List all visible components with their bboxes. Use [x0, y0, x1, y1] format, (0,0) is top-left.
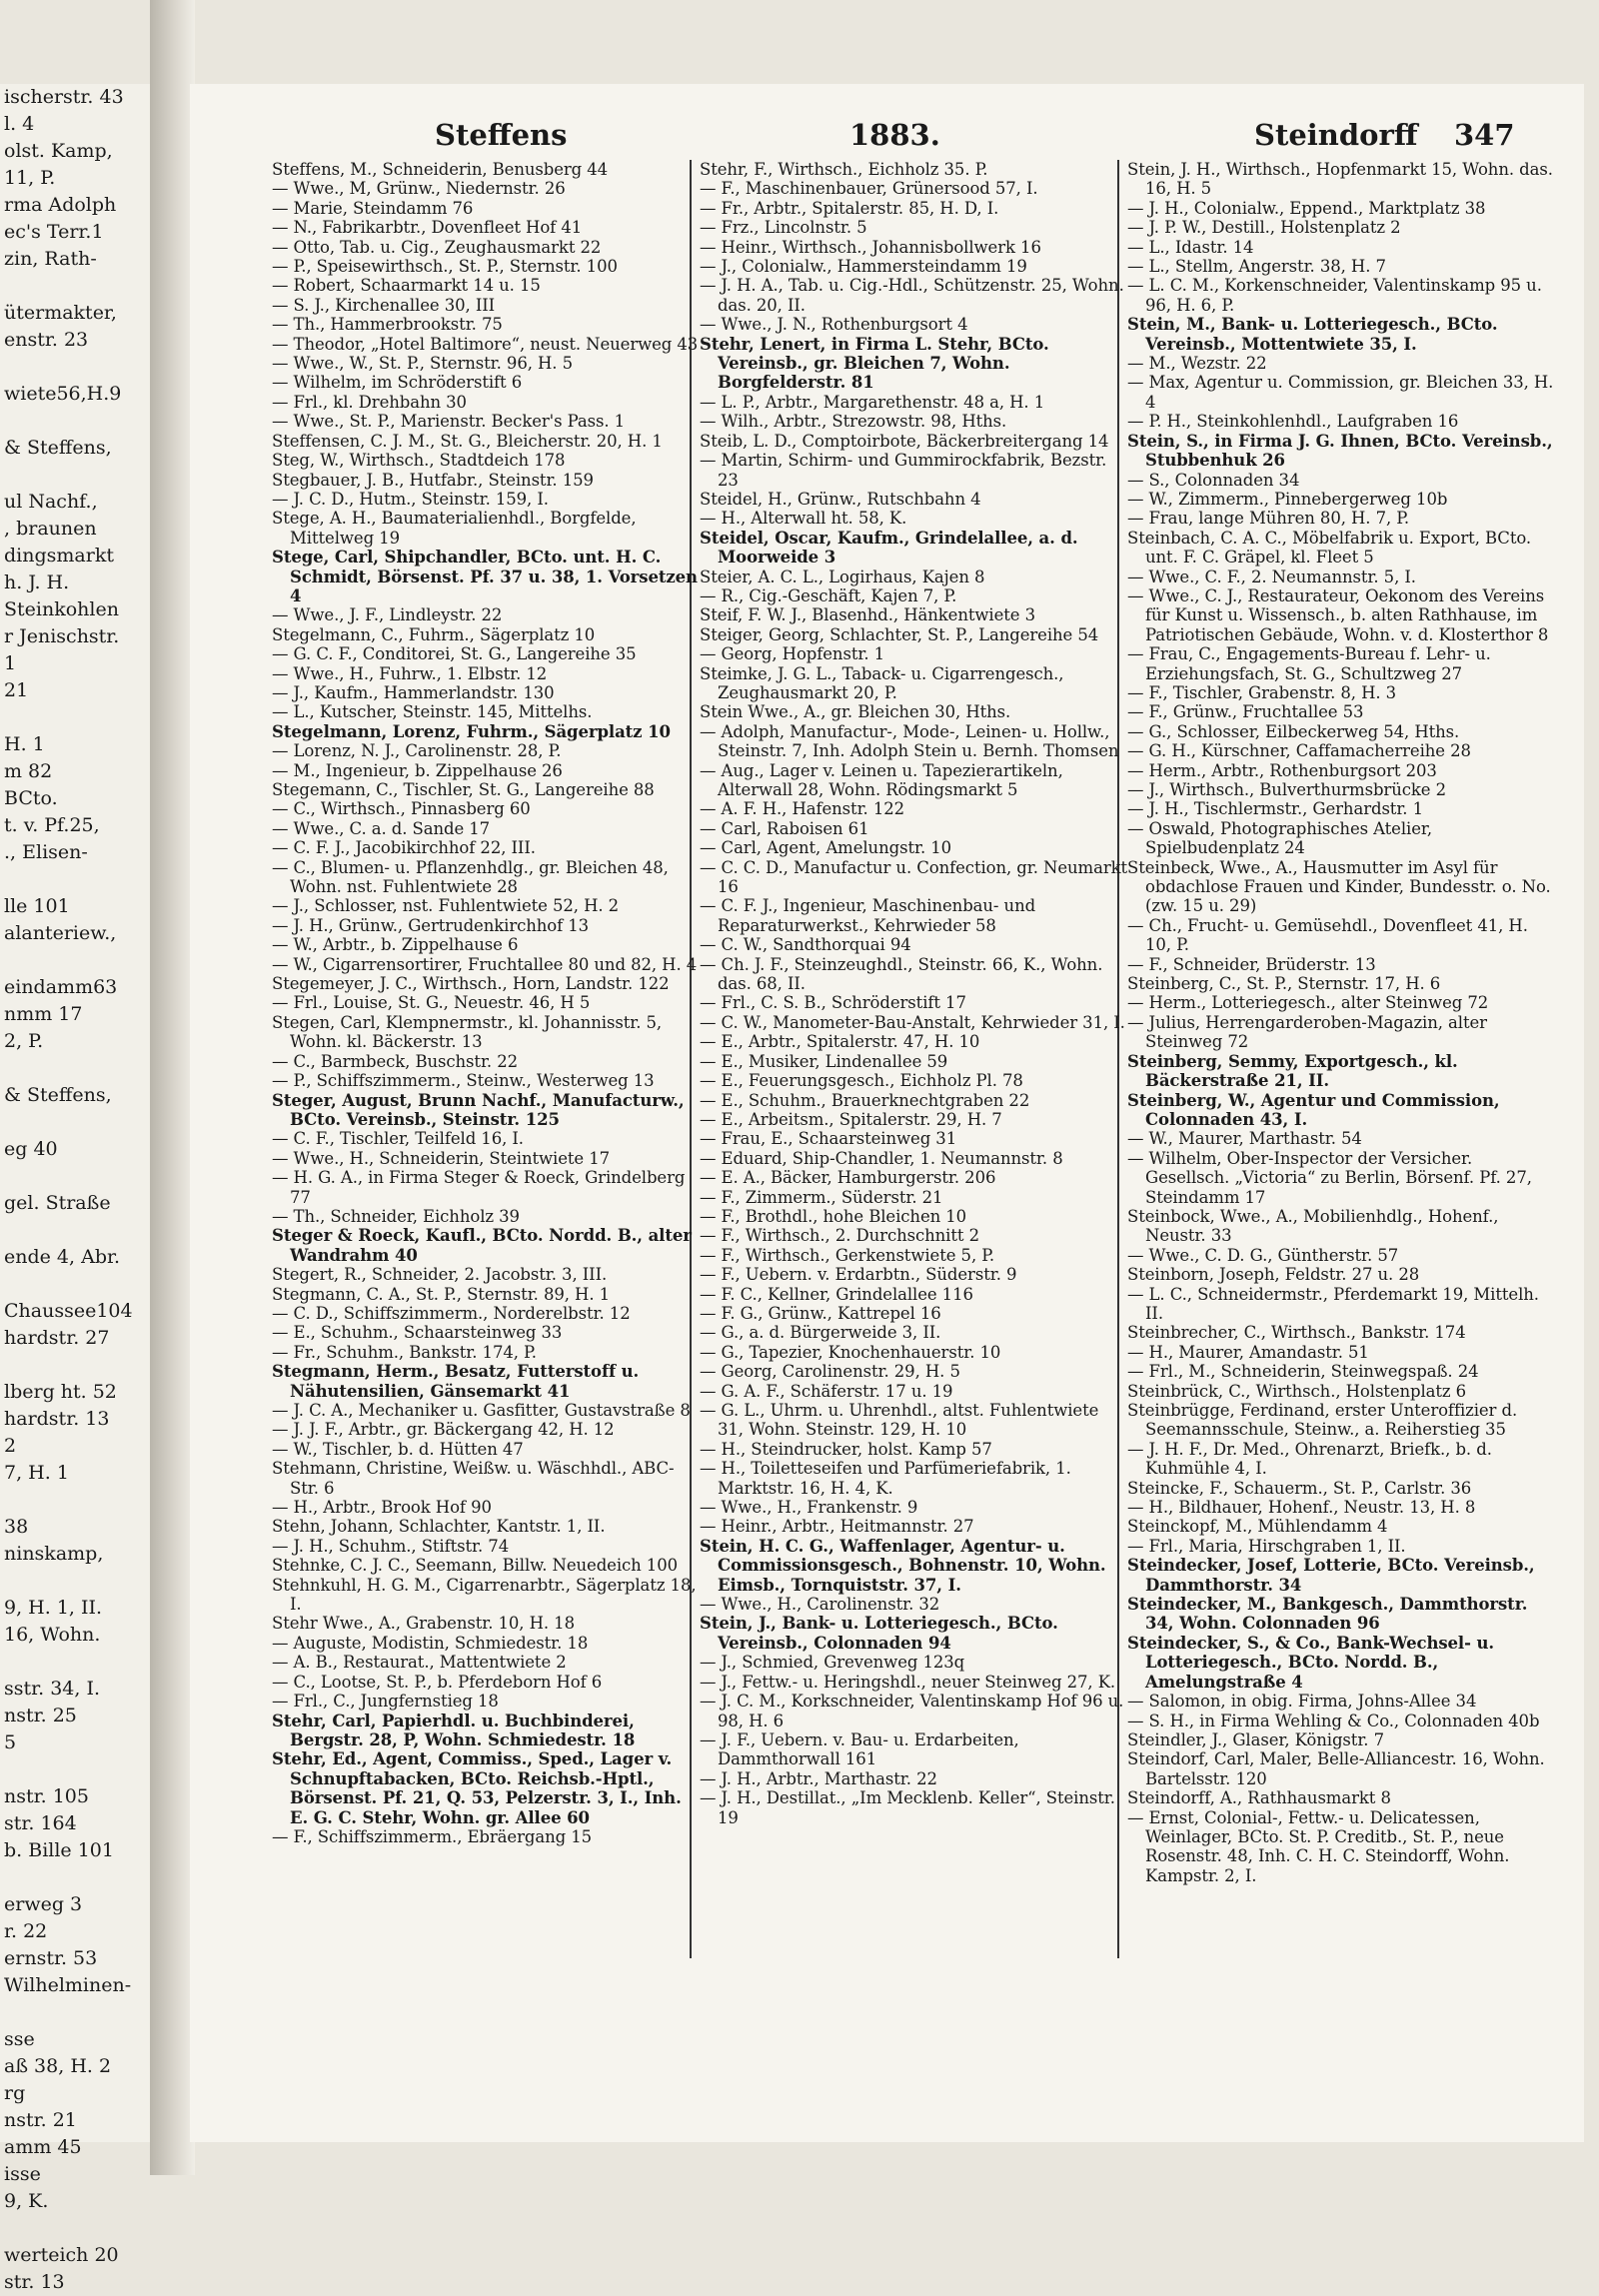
cut-off-line [0, 947, 150, 974]
directory-entry: Steger & Roeck, Kaufl., BCto. Nordd. B., alter Wandrahm 40 [272, 1226, 692, 1265]
directory-entry: — Frau, E., Schaarsteinweg 31 [700, 1129, 957, 1149]
directory-entry: Steffensen, C. J. M., St. G., Bleicherstr. 20, H. 1 [272, 431, 663, 451]
cut-off-line [0, 408, 150, 435]
directory-entry: — J., Wirthsch., Bulverthurmsbrücke 2 [1127, 780, 1446, 799]
directory-entry: — C., Barmbeck, Buschstr. 22 [272, 1051, 519, 1071]
directory-entry: — Wwe., C. D. G., Güntherstr. 57 [1127, 1245, 1399, 1265]
directory-entry: — H., Toiletteseifen und Parfümeriefabrik, 1. Marktstr. 16, H. 4, K. [700, 1459, 1071, 1498]
column-1 [272, 160, 702, 1958]
directory-entry: Stein, M., Bank- u. Lotteriegesch., BCto. Vereinsb., Mottentwiete 35, I. [1127, 315, 1498, 354]
directory-entry: — Wwe., H., Fuhrw., 1. Elbstr. 12 [272, 663, 548, 683]
directory-entry: — F., Maschinenbauer, Grünersood 57, I. [700, 179, 1038, 199]
directory-entry: — Fr., Arbtr., Spitalerstr. 85, H. D, I. [700, 198, 999, 218]
directory-entry: Stegemeyer, J. C., Wirthsch., Horn, Landstr. 122 [272, 974, 670, 994]
cut-off-line: eg 40 [4, 1138, 58, 1160]
directory-entry: — F., Schiffszimmerm., Ebräergang 15 [272, 1826, 592, 1846]
directory-entry: — Ch., Frucht- u. Gemüsehdl., Dovenfleet 41, H. 10, P. [1127, 915, 1528, 955]
directory-entry: — Herm., Lotteriegesch., alter Steinweg 72 [1127, 993, 1489, 1013]
directory-entry: Stein, H. C. G., Waffenlager, Agentur- u. Commissionsgesch., Bohnenstr. 10, Wohn. Eimsb., Tornquiststr. 37, I. [700, 1536, 1106, 1595]
cut-off-line: nstr. 105 [4, 1785, 89, 1807]
cut-off-line: 2 [4, 1435, 17, 1457]
directory-entry: — H., Arbtr., Brook Hof 90 [272, 1498, 492, 1518]
cut-off-line: str. 164 [4, 1812, 77, 1834]
cut-off-line: 2, P. [4, 1030, 44, 1052]
cut-off-line: ., Elisen- [4, 841, 88, 863]
cut-off-line: ec's Terr.1 [4, 221, 104, 243]
directory-entry: — Marie, Steindamm 76 [272, 198, 474, 218]
directory-entry: — C. W., Manometer-Bau-Anstalt, Kehrwieder 31, I. [700, 1012, 1125, 1032]
directory-entry: — Adolph, Manufactur-, Mode-, Leinen- u. Hollw., Steinstr. 7, Inh. Adolph Stein u. Bernh. Thomsen [700, 721, 1119, 761]
directory-entry: — F. G., Grünw., Kattrepel 16 [700, 1303, 941, 1323]
cut-off-line: str. 13 [4, 2271, 65, 2293]
directory-entry: — Frl., Louise, St. G., Neuestr. 46, H 5 [272, 993, 591, 1013]
cut-off-line: 11, P. [4, 167, 56, 189]
directory-entry: Stegbauer, J. B., Hutfabr., Steinstr. 159 [272, 470, 594, 490]
directory-entry: Steinbeck, Wwe., A., Hausmutter im Asyl für obdachlose Frauen und Kinder, Bundesstr. o. No. (zw. 15 u. 29) [1127, 857, 1551, 916]
cut-off-line: 21 [4, 679, 29, 701]
directory-entry: — C. F., Tischler, Teilfeld 16, I. [272, 1129, 524, 1149]
cut-off-line: hardstr. 13 [4, 1408, 110, 1430]
directory-entry: Steiger, Georg, Schlachter, St. P., Langereihe 54 [700, 624, 1099, 644]
directory-entry: Stegen, Carl, Klempnermstr., kl. Johannisstr. 5, Wohn. kl. Bäckerstr. 13 [272, 1012, 663, 1052]
directory-entry: — J. H. A., Tab. u. Cig.-Hdl., Schützenstr. 25, Wohn. das. 20, II. [700, 276, 1124, 315]
directory-entry: — A. B., Restaurat., Mattentwiete 2 [272, 1653, 567, 1673]
cut-off-line: ütermakter, [4, 302, 117, 324]
directory-entry: Steinberg, Semmy, Exportgesch., kl. Bäckerstraße 21, II. [1127, 1051, 1458, 1091]
cut-off-line: dingsmarkt [4, 545, 114, 567]
directory-entry: — M., Ingenieur, b. Zippelhause 26 [272, 760, 563, 780]
directory-entry: Steinberg, W., Agentur und Commission, Colonnaden 43, I. [1127, 1090, 1500, 1129]
cut-off-line: & Steffens, [4, 1084, 112, 1106]
directory-entry: — Julius, Herrengarderoben-Magazin, alter Steinweg 72 [1127, 1012, 1487, 1052]
directory-entry: Stehr Wwe., A., Grabenstr. 10, H. 18 [272, 1614, 575, 1634]
directory-entry: — Wwe., C. J., Restaurateur, Oekonom des Vereins für Kunst u. Wissensch., b. alten Rathhause, im Patriotischen Gebäude, Wohn. v. d. Klosterthor 8 [1127, 585, 1549, 644]
page-header [190, 118, 1584, 158]
cut-off-line: sse [4, 2028, 35, 2050]
directory-entry: — Herm., Arbtr., Rothenburgsort 203 [1127, 760, 1437, 780]
directory-entry: Stegelmann, C., Fuhrm., Sägerplatz 10 [272, 624, 596, 644]
cut-off-line [0, 2215, 150, 2242]
directory-entry: — N., Fabrikarbtr., Dovenfleet Hof 41 [272, 218, 583, 238]
directory-entry: — F. C., Kellner, Grindelallee 116 [700, 1284, 973, 1304]
cut-off-line: nstr. 21 [4, 2109, 77, 2131]
directory-entry: Steimke, J. G. L., Taback- u. Cigarrengesch., Zeughausmarkt 20, P. [700, 663, 1064, 702]
directory-entry: — J., Schmied, Grevenweg 123q [700, 1653, 965, 1673]
directory-entry: — W., Cigarrensortirer, Fruchtallee 80 und 82, H. 4 [272, 954, 698, 974]
page-number: 347 [1454, 118, 1515, 152]
cut-off-line: ul Nachf., [4, 491, 98, 513]
directory-entry: — Frl., C., Jungfernstieg 18 [272, 1692, 499, 1712]
directory-entry: — W., Zimmerm., Pinnebergerweg 10b [1127, 489, 1448, 509]
column-2 [700, 160, 1129, 1958]
directory-entry: — F., Wirthsch., 2. Durchschnitt 2 [700, 1226, 979, 1246]
directory-entry: — Ch. J. F., Steinzeughdl., Steinstr. 66, K., Wohn. das. 68, II. [700, 954, 1103, 994]
directory-entry: — Wwe., W., St. P., Sternstr. 96, H. 5 [272, 354, 573, 374]
column-3 [1127, 160, 1557, 1958]
cut-off-line: sstr. 34, I. [4, 1678, 101, 1700]
cut-off-line: H. 1 [4, 733, 45, 755]
cut-off-line: 9, H. 1, II. [4, 1597, 103, 1619]
directory-entry: — Oswald, Photographisches Atelier, Spielbudenplatz 24 [1127, 818, 1432, 858]
directory-entry: — H. G. A., in Firma Steger & Roeck, Grindelberg 77 [272, 1168, 686, 1207]
directory-entry: Steindecker, M., Bankgesch., Dammthorstr. 34, Wohn. Colonnaden 96 [1127, 1595, 1528, 1634]
previous-page-edge [0, 84, 150, 2293]
cut-off-line: r Jenischstr. [4, 625, 120, 647]
cut-off-line: b. Bille 101 [4, 1839, 114, 1861]
directory-entry: Stein, J. H., Wirthsch., Hopfenmarkt 15, Wohn. das. 16, H. 5 [1127, 160, 1553, 199]
header-last-entry: Steindorff [1254, 118, 1418, 152]
directory-entry: — C., Blumen- u. Pflanzenhdlg., gr. Bleichen 48, Wohn. nst. Fuhlentwiete 28 [272, 857, 669, 897]
directory-entry: — F., Zimmerm., Süderstr. 21 [700, 1187, 943, 1207]
directory-entry: — Frl., Maria, Hirschgraben 1, II. [1127, 1536, 1406, 1556]
directory-entry: — L. C., Schneidermstr., Pferdemarkt 19, Mittelh. II. [1127, 1284, 1539, 1323]
directory-entry: — Frau, lange Mühren 80, H. 7, P. [1127, 509, 1410, 529]
directory-entry: — E., Schuhm., Schaarsteinweg 33 [272, 1323, 563, 1343]
cut-off-line: aß 38, H. 2 [4, 2055, 112, 2077]
directory-entry: Stein Wwe., A., gr. Bleichen 30, Hths. [700, 702, 1011, 722]
cut-off-line [0, 1999, 150, 2026]
cut-off-line: zin, Rath- [4, 248, 97, 270]
directory-entry: — R., Cig.-Geschäft, Kajen 7, P. [700, 585, 957, 605]
directory-entry: — C. W., Sandthorquai 94 [700, 935, 911, 955]
directory-entry: — Eduard, Ship-Chandler, 1. Neumannstr. 8 [700, 1148, 1063, 1168]
directory-entry: — H., Alterwall ht. 58, K. [700, 509, 907, 529]
cut-off-line: nstr. 25 [4, 1705, 77, 1726]
cut-off-line: 38 [4, 1516, 29, 1538]
directory-entry: — Wwe., H., Frankenstr. 9 [700, 1498, 918, 1518]
cut-off-line [0, 1487, 150, 1514]
directory-entry: — F., Wirthsch., Gerkenstwiete 5, P. [700, 1245, 995, 1265]
cut-off-line: olst. Kamp, [4, 140, 113, 162]
directory-entry: Steier, A. C. L., Logirhaus, Kajen 8 [700, 567, 985, 586]
directory-entry: — Wwe., J. F., Lindleystr. 22 [272, 605, 503, 625]
cut-off-line: 5 [4, 1731, 17, 1753]
directory-entry: — G. C. F., Conditorei, St. G., Langereihe 35 [272, 644, 637, 664]
directory-entry: Stege, A. H., Baumaterialienhdl., Borgfelde, Mittelweg 19 [272, 509, 637, 548]
cut-off-line [0, 462, 150, 489]
cut-off-line: rma Adolph [4, 194, 117, 216]
cut-off-line [0, 1864, 150, 1891]
directory-entry: — Carl, Raboisen 61 [700, 818, 869, 838]
directory-entry: Stehnke, C. J. C., Seemann, Billw. Neuedeich 100 [272, 1556, 679, 1576]
cut-off-line [0, 1568, 150, 1595]
header-first-entry: Steffens [435, 118, 568, 152]
directory-entry: Steg, W., Wirthsch., Stadtdeich 178 [272, 451, 566, 471]
directory-entry: — Lorenz, N. J., Carolinenstr. 28, P. [272, 741, 562, 761]
cut-off-line [0, 354, 150, 381]
directory-entry: Steib, L. D., Comptoirbote, Bäckerbreitergang 14 [700, 431, 1109, 451]
cut-off-line: & Steffens, [4, 437, 112, 459]
cut-off-line: hardstr. 27 [4, 1327, 110, 1349]
directory-entry: Steinbrecher, C., Wirthsch., Bankstr. 174 [1127, 1323, 1466, 1343]
directory-entry: — P. H., Steinkohlenhdl., Laufgraben 16 [1127, 412, 1459, 432]
directory-entry: — J., Fettw.- u. Heringshdl., neuer Steinweg 27, K. [700, 1672, 1116, 1692]
directory-entry: — Wilh., Arbtr., Strezowstr. 98, Hths. [700, 412, 1007, 432]
directory-entry: Steindorff, A., Rathhausmarkt 8 [1127, 1788, 1391, 1808]
directory-entry: Steinbach, C. A. C., Möbelfabrik u. Export, BCto. unt. F. C. Gräpel, kl. Fleet 5 [1127, 528, 1532, 568]
directory-entry: — Otto, Tab. u. Cig., Zeughausmarkt 22 [272, 237, 602, 257]
directory-entry: — Frl., M., Schneiderin, Steinwegspaß. 24 [1127, 1362, 1479, 1382]
cut-off-line: ninskamp, [4, 1543, 104, 1565]
directory-entry: Stehr, Carl, Papierhdl. u. Buchbinderei, Bergstr. 28, P, Wohn. Schmiedestr. 18 [272, 1711, 636, 1749]
directory-entry: — Aug., Lager v. Leinen u. Tapezierartikeln, Alterwall 28, Wohn. Rödingsmarkt 5 [700, 760, 1063, 799]
cut-off-line: werteich 20 [4, 2244, 119, 2266]
cut-off-line [0, 1055, 150, 1082]
directory-entry: Steinbrügge, Ferdinand, erster Unteroffizier d. Seemannsschule, Steinw., a. Reiherstieg 35 [1127, 1401, 1518, 1440]
directory-entry: Steinbock, Wwe., A., Mobilienhdlg., Hohenf., Neustr. 33 [1127, 1206, 1499, 1246]
directory-entry: — W., Arbtr., b. Zippelhause 6 [272, 935, 519, 955]
cut-off-line: Wilhelminen- [4, 1974, 132, 1996]
directory-entry: — Wwe., M, Grünw., Niedernstr. 26 [272, 179, 566, 199]
directory-entry: Stehr, Ed., Agent, Commiss., Sped., Lager v. Schnupftabacken, BCto. Reichsb.-Hptl., Börsenst. Pf. 21, Q. 53, Pelzerstr. 3, I., Inh. E. G. C. Stehr, Wohn. gr. Allee 60 [272, 1749, 682, 1827]
directory-entry: — S. J., Kirchenallee 30, III [272, 295, 496, 315]
directory-entry: Stehr, F., Wirthsch., Eichholz 35. P. [700, 160, 988, 179]
cut-off-line: , braunen [4, 518, 97, 540]
directory-entry: Steinbrück, C., Wirthsch., Holstenplatz 6 [1127, 1381, 1467, 1401]
directory-entry: — Th., Schneider, Eichholz 39 [272, 1206, 520, 1226]
directory-entry: Steidel, H., Grünw., Rutschbahn 4 [700, 489, 981, 509]
directory-entry: — C. F. J., Jacobikirchhof 22, III. [272, 838, 536, 858]
cut-off-line: r. 22 [4, 1920, 48, 1942]
cut-off-line: eindamm63 [4, 976, 118, 998]
directory-entry: — Georg, Hopfenstr. 1 [700, 644, 885, 664]
directory-entry: Stein, J., Bank- u. Lotteriegesch., BCto. Vereinsb., Colonnaden 94 [700, 1614, 1058, 1653]
directory-entry: — M., Wezstr. 22 [1127, 354, 1267, 374]
cut-off-line: lberg ht. 52 [4, 1381, 117, 1403]
cut-off-line [0, 1649, 150, 1676]
cut-off-line: Chaussee104 [4, 1300, 133, 1322]
cut-off-line: gel. Straße [4, 1192, 111, 1214]
directory-entry: Stegemann, C., Tischler, St. G., Langereihe 88 [272, 780, 655, 799]
directory-entry: Stegmann, Herm., Besatz, Futterstoff u. Nähutensilien, Gänsemarkt 41 [272, 1362, 640, 1401]
directory-entry: Steidel, Oscar, Kaufm., Grindelallee, a. d. Moorweide 3 [700, 528, 1078, 568]
directory-entry: Stein, S., in Firma J. G. Ihnen, BCto. Vereinsb., Stubbenhuk 26 [1127, 431, 1553, 471]
directory-entry: Steinberg, C., St. P., Sternstr. 17, H. 6 [1127, 974, 1441, 994]
directory-entry: — J., Kaufm., Hammerlandstr. 130 [272, 682, 555, 702]
directory-entry: — F., Schneider, Brüderstr. 13 [1127, 954, 1376, 974]
cut-off-line: amm 45 [4, 2136, 82, 2158]
directory-entry: — W., Maurer, Marthastr. 54 [1127, 1129, 1362, 1149]
directory-entry: — J. H., Tischlermstr., Gerhardstr. 1 [1127, 799, 1423, 819]
cut-off-line: ernstr. 53 [4, 1947, 98, 1969]
directory-entry: — H., Maurer, Amandastr. 51 [1127, 1342, 1369, 1362]
cut-off-line [0, 1109, 150, 1136]
directory-entry: Stehr, Lenert, in Firma L. Stehr, BCto. Vereinsb., gr. Bleichen 7, Wohn. Borgfelderstr. 81 [700, 334, 1049, 393]
cut-off-line [0, 1271, 150, 1298]
cut-off-line: 9, K. [4, 2190, 49, 2212]
directory-entry: — L. C. M., Korkenschneider, Valentinskamp 95 u. 96, H. 6, P. [1127, 276, 1542, 315]
directory-entry: — E., Feuerungsgesch., Eichholz Pl. 78 [700, 1071, 1023, 1091]
directory-entry: Stehn, Johann, Schlachter, Kantstr. 1, II. [272, 1517, 606, 1537]
directory-entry: — C., Wirthsch., Pinnasberg 60 [272, 799, 531, 819]
cut-off-line [0, 1163, 150, 1190]
cut-off-line: erweg 3 [4, 1893, 83, 1915]
directory-entry: — Frl., C. S. B., Schröderstift 17 [700, 993, 966, 1013]
directory-entry: — Fr., Schuhm., Bankstr. 174, P. [272, 1342, 537, 1362]
directory-entry: Stehmann, Christine, Weißw. u. Wäschhdl., ABC-Str. 6 [272, 1459, 675, 1498]
directory-entry: Steger, August, Brunn Nachf., Manufacturw., BCto. Vereinsb., Steinstr. 125 [272, 1090, 685, 1129]
directory-entry: — J. C. M., Korkschneider, Valentinskamp Hof 96 u. 98, H. 6 [700, 1692, 1124, 1730]
directory-entry: — Robert, Schaarmarkt 14 u. 15 [272, 276, 541, 296]
cut-off-line [0, 1352, 150, 1379]
cut-off-line [0, 866, 150, 893]
directory-entry: — E., Schuhm., Brauerknechtgraben 22 [700, 1090, 1030, 1110]
cut-off-line: nmm 17 [4, 1003, 83, 1025]
directory-entry: — J. H., Destillat., „Im Mecklenb. Keller“, Steinstr. 19 [700, 1788, 1115, 1827]
cut-off-line: enstr. 23 [4, 329, 89, 351]
directory-entry: — Wwe., C. a. d. Sande 17 [272, 818, 491, 838]
directory-entry: — E., Arbeitsm., Spitalerstr. 29, H. 7 [700, 1109, 1002, 1129]
cut-off-line: BCto. [4, 787, 58, 809]
directory-entry: — E. A., Bäcker, Hamburgerstr. 206 [700, 1168, 996, 1188]
directory-entry: — L., Kutscher, Steinstr. 145, Mittelhs. [272, 702, 593, 722]
cut-off-line: h. J. H. [4, 572, 70, 593]
directory-entry: — Georg, Carolinenstr. 29, H. 5 [700, 1362, 960, 1382]
directory-entry: Steincke, F., Schauerm., St. P., Carlstr. 36 [1127, 1478, 1472, 1498]
directory-entry: Steif, F. W. J., Blasenhd., Hänkentwiete 3 [700, 605, 1035, 625]
directory-entry: — C., Lootse, St. P., b. Pferdeborn Hof 6 [272, 1672, 603, 1692]
directory-entry: — C. D., Schiffszimmerm., Norderelbstr. 12 [272, 1303, 631, 1323]
directory-entry: — J., Colonialw., Hammersteindamm 19 [700, 257, 1027, 277]
cut-off-line: t. v. Pf.25, [4, 814, 100, 836]
directory-entry: — Wilhelm, im Schröderstift 6 [272, 373, 523, 393]
cut-off-line: 1 [4, 652, 17, 674]
cut-off-line [0, 1756, 150, 1783]
header-year: 1883. [849, 118, 940, 152]
cut-off-line: 7, H. 1 [4, 1462, 69, 1484]
cut-off-line: Steinkohlen [4, 598, 119, 620]
directory-entry: Steindecker, Josef, Lotterie, BCto. Vereinsb., Dammthorstr. 34 [1127, 1556, 1535, 1595]
cut-off-line: ende 4, Abr. [4, 1246, 121, 1268]
directory-entry: — F., Uebern. v. Erdarbtn., Süderstr. 9 [700, 1265, 1017, 1285]
directory-entry: — J. H., Schuhm., Stiftstr. 74 [272, 1536, 510, 1556]
directory-entry: — E., Musiker, Lindenallee 59 [700, 1051, 948, 1071]
directory-entry: Stegmann, C. A., St. P., Sternstr. 89, H. 1 [272, 1284, 611, 1304]
directory-entry: — Wwe., J. N., Rothenburgsort 4 [700, 315, 968, 335]
directory-entry: — Th., Hammerbrookstr. 75 [272, 315, 503, 335]
directory-entry: — H., Steindrucker, holst. Kamp 57 [700, 1439, 992, 1459]
cut-off-line: lle 101 [4, 895, 70, 917]
directory-entry: — C. C. D., Manufactur u. Confection, gr. Neumarkt 16 [700, 857, 1128, 897]
book-gutter [150, 0, 195, 2175]
directory-entry: — J. H., Grünw., Gertrudenkirchhof 13 [272, 915, 590, 935]
cut-off-line: alanteriew., [4, 922, 117, 944]
directory-entry: — Wwe., H., Carolinenstr. 32 [700, 1595, 940, 1615]
directory-entry: Stehnkuhl, H. G. M., Cigarrenarbtr., Sägerplatz 18, I. [272, 1575, 697, 1615]
directory-entry: — F., Grünw., Fruchtallee 53 [1127, 702, 1364, 722]
directory-entry: — L. P., Arbtr., Margarethenstr. 48 a, H. 1 [700, 392, 1045, 412]
directory-entry: — G. L., Uhrm. u. Uhrenhdl., altst. Fuhlentwiete 31, Wohn. Steinstr. 129, H. 10 [700, 1401, 1099, 1440]
directory-entry: — G. A. F., Schäferstr. 17 u. 19 [700, 1381, 953, 1401]
cut-off-line [0, 1217, 150, 1244]
directory-entry: — J. H. F., Dr. Med., Ohrenarzt, Briefk., b. d. Kuhmühle 4, I. [1127, 1439, 1492, 1479]
directory-entry: — Wilhelm, Ober-Inspector der Versicher. Gesellsch. „Victoria“ zu Berlin, Börsenf. Pf. 27, Steindamm 17 [1127, 1148, 1532, 1207]
cut-off-line: m 82 [4, 760, 53, 782]
directory-entry: Steindler, J., Glaser, Königstr. 7 [1127, 1729, 1384, 1749]
directory-entry: — J. C. D., Hutm., Steinstr. 159, I. [272, 489, 549, 509]
directory-entry: — J. H., Colonialw., Eppend., Marktplatz 38 [1127, 198, 1486, 218]
directory-entry: — Frl., kl. Drehbahn 30 [272, 392, 467, 412]
directory-entry: Steindecker, S., & Co., Bank-Wechsel- u. Lotteriegesch., BCto. Nordd. B., Amelungstraße 4 [1127, 1633, 1495, 1692]
directory-entry: — F., Tischler, Grabenstr. 8, H. 3 [1127, 682, 1397, 702]
directory-entry: — F., Brothdl., hohe Bleichen 10 [700, 1206, 967, 1226]
directory-entry: — Frau, C., Engagements-Bureau f. Lehr- u. Erziehungsfach, St. G., Schultzweg 27 [1127, 644, 1491, 683]
cut-off-line: isse [4, 2163, 41, 2185]
directory-entry: — P., Speisewirthsch., St. P., Sternstr. 100 [272, 257, 618, 277]
directory-entry: Stegelmann, Lorenz, Fuhrm., Sägerplatz 10 [272, 721, 671, 741]
directory-entry: — J. J. F., Arbtr., gr. Bäckergang 42, H. 12 [272, 1420, 615, 1440]
directory-entry: — Carl, Agent, Amelungstr. 10 [700, 838, 952, 858]
directory-entry: — Theodor, „Hotel Baltimore“, neust. Neuerweg 43 [272, 334, 699, 354]
cut-off-line: rg [4, 2082, 26, 2104]
directory-entry: — Wwe., H., Schneiderin, Steintwiete 17 [272, 1148, 611, 1168]
directory-entry: — J. C. A., Mechaniker u. Gasfitter, Gustavstraße 8 [272, 1401, 691, 1420]
directory-entry: — W., Tischler, b. d. Hütten 47 [272, 1439, 524, 1459]
cut-off-line: 16, Wohn. [4, 1624, 101, 1646]
directory-entry: — Wwe., St. P., Marienstr. Becker's Pass. 1 [272, 412, 626, 432]
directory-entry: — Salomon, in obig. Firma, Johns-Allee 34 [1127, 1692, 1477, 1712]
directory-entry: Steindorf, Carl, Maler, Belle-Alliancestr. 16, Wohn. Bartelsstr. 120 [1127, 1749, 1545, 1788]
directory-entry: — Heinr., Wirthsch., Johannisbollwerk 16 [700, 237, 1041, 257]
cut-off-line: l. 4 [4, 113, 35, 135]
directory-entry: — Martin, Schirm- und Gummirockfabrik, Bezstr. 23 [700, 451, 1107, 490]
directory-entry: Steinborn, Joseph, Feldstr. 27 u. 28 [1127, 1265, 1420, 1285]
directory-entry: — S. H., in Firma Wehling & Co., Colonnaden 40b [1127, 1711, 1540, 1730]
directory-entry: — J. P. W., Destill., Holstenplatz 2 [1127, 218, 1401, 238]
directory-entry: — G., Schlosser, Eilbeckerweg 54, Hths. [1127, 721, 1460, 741]
directory-entry: — E., Arbtr., Spitalerstr. 47, H. 10 [700, 1032, 980, 1052]
directory-entry: — J. H., Arbtr., Marthastr. 22 [700, 1768, 937, 1788]
directory-entry: — G., Tapezier, Knochenhauerstr. 10 [700, 1342, 1001, 1362]
directory-entry: — G. H., Kürschner, Caffamacherreihe 28 [1127, 741, 1471, 761]
directory-entry: — L., Idastr. 14 [1127, 237, 1254, 257]
directory-entry: — Ernst, Colonial-, Fettw.- u. Delicatessen, Weinlager, BCto. St. P. Creditb., St. P., neue Rosenstr. 48, Inh. C. H. C. Steindorff, Wohn. Kampstr. 2, I. [1127, 1807, 1510, 1885]
directory-entry: Stegert, R., Schneider, 2. Jacobstr. 3, III. [272, 1265, 608, 1285]
directory-entry: — Wwe., C. F., 2. Neumannstr. 5, I. [1127, 567, 1416, 586]
cut-off-line [0, 273, 150, 300]
directory-entry: — H., Bildhauer, Hohenf., Neustr. 13, H. 8 [1127, 1498, 1476, 1518]
directory-entry: — A. F. H., Hafenstr. 122 [700, 799, 905, 819]
directory-entry: — S., Colonnaden 34 [1127, 470, 1300, 490]
directory-entry: — Max, Agentur u. Commission, gr. Bleichen 33, H. 4 [1127, 373, 1554, 412]
directory-entry: — Auguste, Modistin, Schmiedestr. 18 [272, 1633, 589, 1653]
directory-entry: — J. F., Uebern. v. Bau- u. Erdarbeiten, Dammthorwall 161 [700, 1729, 1019, 1769]
cut-off-line: wiete56,H.9 [4, 383, 122, 405]
directory-entry: Stege, Carl, Shipchandler, BCto. unt. H. C. Schmidt, Börsenst. Pf. 37 u. 38, 1. Vorsetzen 4 [272, 548, 698, 605]
directory-entry: — Heinr., Arbtr., Heitmannstr. 27 [700, 1517, 974, 1537]
directory-entry: — G., a. d. Bürgerweide 3, II. [700, 1323, 941, 1343]
directory-entry: — P., Schiffszimmerm., Steinw., Westerweg 13 [272, 1071, 655, 1091]
cut-off-line: ischerstr. 43 [4, 86, 124, 108]
directory-entry: — Frz., Lincolnstr. 5 [700, 218, 867, 238]
directory-entry: Steffens, M., Schneiderin, Benusberg 44 [272, 160, 609, 179]
cut-off-line [0, 704, 150, 731]
directory-entry: — L., Stellm, Angerstr. 38, H. 7 [1127, 257, 1386, 277]
directory-entry: Steinckopf, M., Mühlendamm 4 [1127, 1517, 1388, 1537]
directory-entry: — C. F. J., Ingenieur, Maschinenbau- und Reparaturwerkst., Kehrwieder 58 [700, 896, 1036, 935]
directory-entry: — J., Schlosser, nst. Fuhlentwiete 52, H. 2 [272, 896, 620, 916]
